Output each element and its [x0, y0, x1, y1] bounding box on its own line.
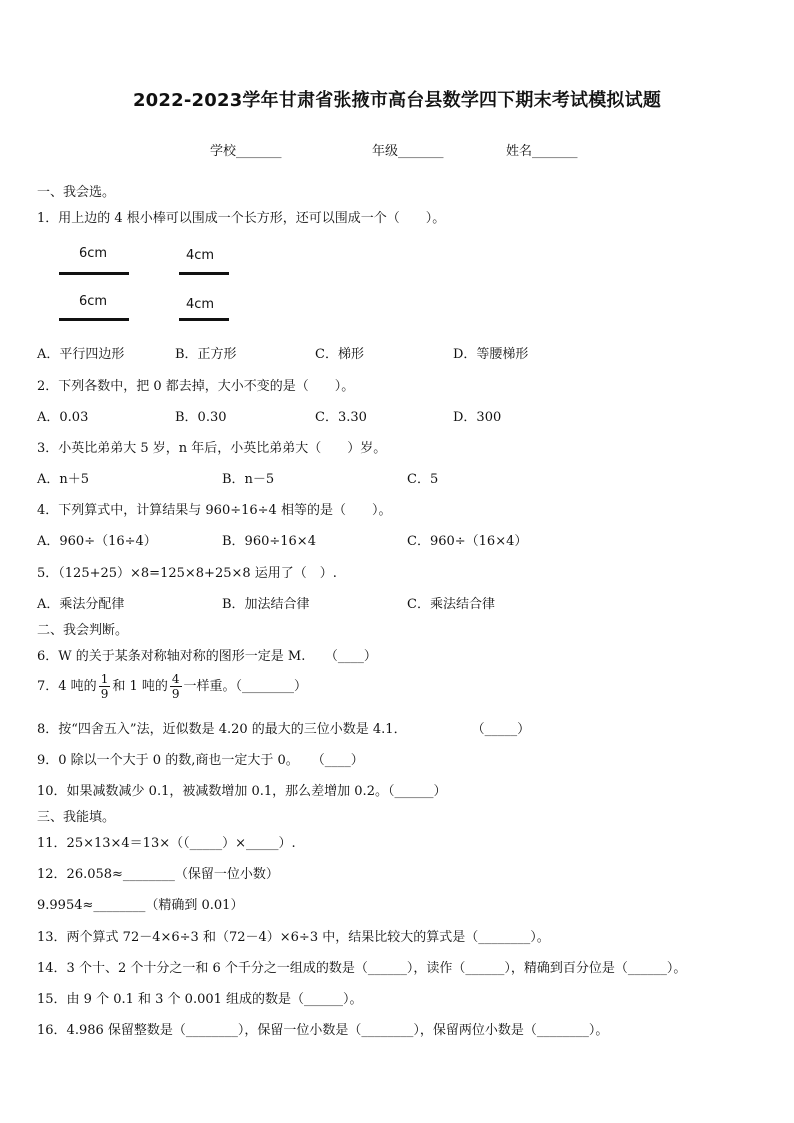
stick-label: 4cm — [186, 248, 215, 263]
q4-option-c: C．960÷（16×4） — [407, 534, 528, 549]
fraction-four-ninths — [170, 672, 182, 701]
question-10: 10．如果减数减少 0.1，被减数增加 0.1，那么差增加 0.2。（______） — [37, 784, 447, 799]
q2-option-a: A．0.03 — [37, 410, 89, 425]
school-field: 学校_______ — [210, 144, 282, 159]
stick-6cm-bottom — [59, 318, 129, 321]
section-heading-choice: 一、我会选。 — [37, 185, 116, 200]
q4-option-a: A．960÷（16÷4） — [37, 534, 157, 549]
q5-option-b: B．加法结合律 — [222, 597, 310, 612]
q4-option-b: B．960÷16×4 — [222, 534, 316, 549]
page-title: 2022-2023学年甘肃省张掖市高台县数学四下期末考试模拟试题 — [132, 90, 662, 111]
question-12: 12．26.058≈________（保留一位小数） — [37, 867, 279, 882]
question-13: 13．两个算式 72－4×6÷3 和（72－4）×6÷3 中，结果比较大的算式是（________）。 — [37, 930, 550, 945]
q2-option-d: D．300 — [453, 410, 502, 425]
question-3: 3．小英比弟弟大 5 岁，n 年后，小英比弟弟大（ ）岁。 — [37, 441, 387, 456]
question-8: 8．按“四舍五入”法，近似数是 4.20 的最大的三位小数是 4.1． （_____） — [37, 722, 531, 737]
q5-option-c: C．乘法结合律 — [407, 597, 495, 612]
question-7 — [37, 672, 307, 701]
fraction-numerator: 4 — [171, 672, 180, 686]
stick-4cm-bottom — [179, 318, 229, 321]
q1-option-b: B．正方形 — [175, 347, 237, 362]
q7-text-pre: 7．4 吨的 — [37, 679, 97, 694]
question-4: 4．下列算式中，计算结果与 960÷16÷4 相等的是（ ）。 — [37, 503, 392, 518]
stick-label: 6cm — [79, 246, 108, 261]
q5-option-a: A．乘法分配律 — [37, 597, 125, 612]
section-heading-judge: 二、我会判断。 — [37, 623, 129, 638]
q3-option-a: A．n＋5 — [37, 472, 90, 487]
fraction-denominator: 9 — [171, 687, 180, 701]
q3-option-c: C．5 — [407, 472, 439, 487]
q2-option-c: C．3.30 — [315, 410, 367, 425]
stick-label: 6cm — [79, 294, 108, 309]
fraction-one-ninth — [99, 672, 111, 701]
fraction-numerator: 1 — [100, 672, 109, 686]
stick-6cm-top — [59, 272, 129, 275]
q3-option-b: B．n－5 — [222, 472, 275, 487]
q1-option-d: D．等腰梯形 — [453, 347, 529, 362]
q1-option-c: C．梯形 — [315, 347, 364, 362]
question-16: 16．4.986 保留整数是（________），保留一位小数是（________），保留两位小数是（________）。 — [37, 1023, 609, 1038]
name-field: 姓名_______ — [506, 144, 578, 159]
grade-field: 年级_______ — [372, 144, 444, 159]
question-9: 9．0 除以一个大于 0 的数,商也一定大于 0。 （____） — [37, 753, 364, 768]
question-2: 2．下列各数中，把 0 都去掉，大小不变的是（ ）。 — [37, 379, 355, 394]
stick-4cm-top — [179, 272, 229, 275]
stick-label: 4cm — [186, 297, 215, 312]
fraction-denominator: 9 — [100, 687, 109, 701]
question-5: 5．（125+25）×8=125×8+25×8 运用了（ ）. — [37, 566, 337, 581]
q1-option-a: A．平行四边形 — [37, 347, 125, 362]
question-6: 6．W 的关于某条对称轴对称的图形一定是 M. （____） — [37, 649, 377, 664]
q2-option-b: B．0.30 — [175, 410, 227, 425]
question-1: 1．用上边的 4 根小棒可以围成一个长方形，还可以围成一个（ ）。 — [37, 211, 446, 226]
question-12-part-2: 9.9954≈________（精确到 0.01） — [37, 898, 244, 913]
question-11: 11．25×13×4＝13×（（_____）×_____）. — [37, 836, 296, 851]
question-15: 15．由 9 个 0.1 和 3 个 0.001 组成的数是（______）。 — [37, 992, 363, 1007]
q7-text-post: 一样重。（________） — [183, 679, 308, 694]
section-heading-fill: 三、我能填。 — [37, 810, 116, 825]
q7-text-mid: 和 1 吨的 — [112, 679, 168, 694]
question-14: 14．3 个十、2 个十分之一和 6 个千分之一组成的数是（______），读作（______），精确到百分位是（______）。 — [37, 961, 687, 976]
